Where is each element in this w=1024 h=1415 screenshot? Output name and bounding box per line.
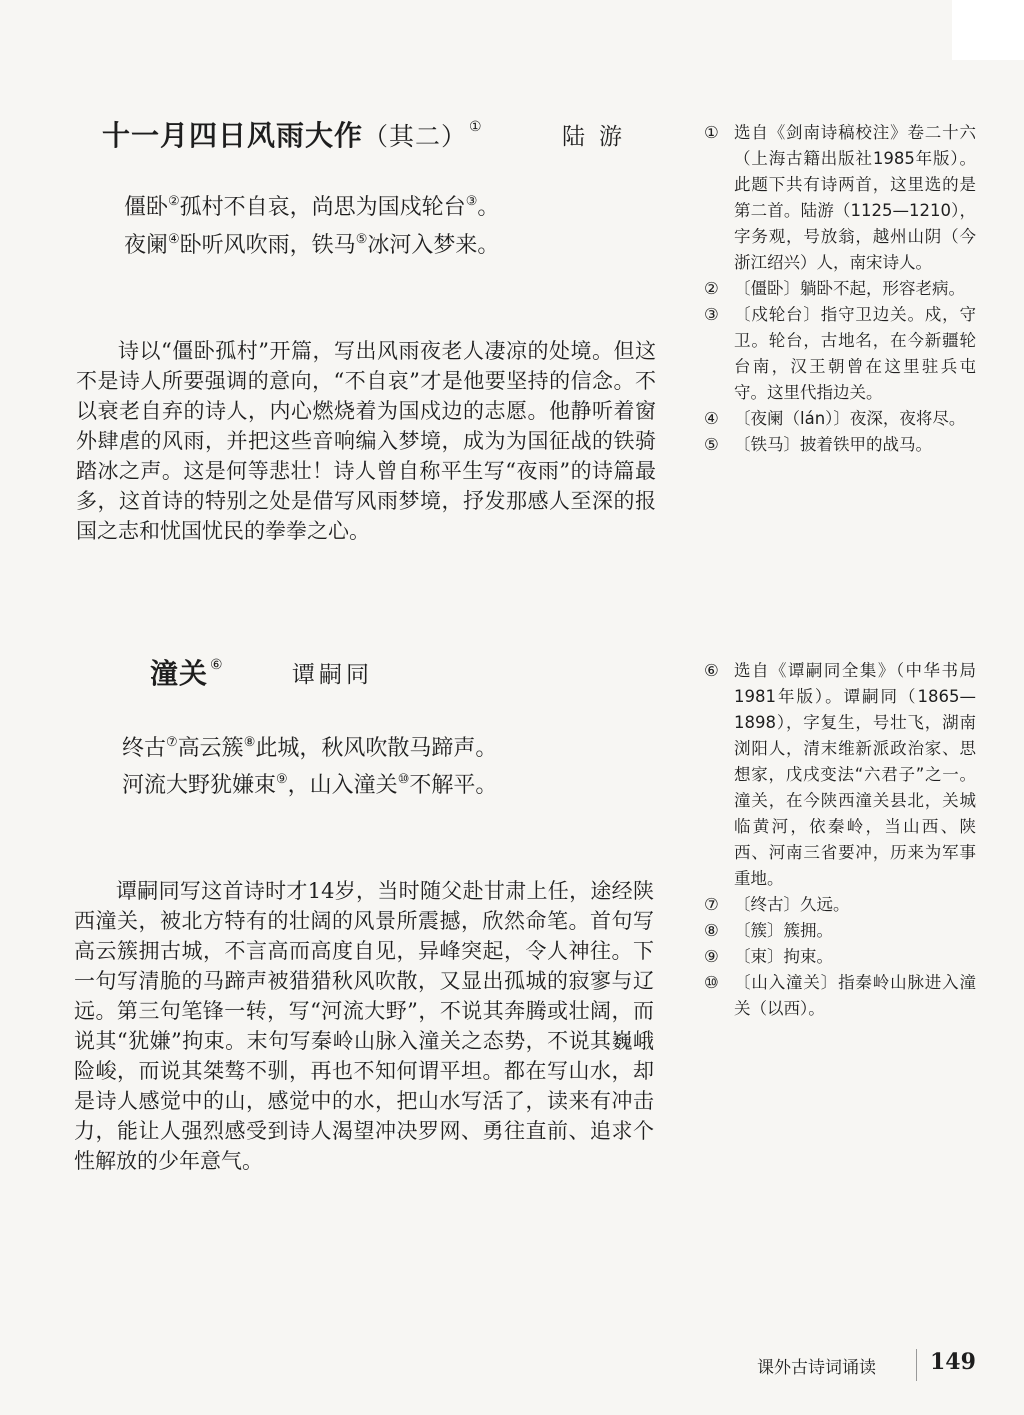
verse-text: ，山入潼关 [287,773,398,798]
note-item [704,970,976,1022]
note-item [704,302,976,406]
note-number: ① [704,123,719,142]
verse-text: 不解平。 [409,773,498,798]
page-number: 149 [930,1349,976,1375]
footer-divider [916,1349,917,1381]
note-marker: ⑧ [243,735,256,750]
poem2-author: 谭嗣同 [292,662,373,688]
note-marker: ④ [168,232,180,247]
note-text: 〔束〕拘束。 [734,947,833,966]
note-text: 〔终古〕久远。 [734,895,850,914]
poem1-title-note: ① [469,119,483,135]
note-item [704,918,976,944]
poem1-title-text: 十一月四日风雨大作 [102,119,364,152]
note-item [704,658,976,892]
poem1-title [102,114,483,154]
note-marker: ⑩ [397,772,410,787]
note-number: ⑤ [704,435,719,454]
note-text: 选自《谭嗣同全集》（中华书局1981年版）。谭嗣同（1865—1898），字复生，号壮飞，湖南浏阳人，清末维新派政治家、思想家，戊戌变法“六君子”之一。潼关，在今陕西潼关县北，关城临黄河，依秦岭，当山西、陕西、河南三省要冲，历来为军事重地。 [734,661,976,888]
note-number: ② [704,279,719,298]
note-marker: ③ [465,194,478,209]
poem1-subtitle: （其二） [363,122,468,151]
verse-text: 僵卧 [124,195,169,220]
poem1-commentary: 诗以“僵卧孤村”开篇，写出风雨夜老人凄凉的处境。但这不是诗人所要强调的意向，“不自哀”才是他要坚持的信念。不以衰老自弃的诗人，内心燃烧着为国戍边的志愿。他静听着窗外肆虐的风雨，并把这些音响编入梦境，成为为国征战的铁骑踏冰之声。这是何等悲壮！诗人曾自称平生写“夜雨”的诗篇最多，这首诗的特别之处是借写风雨梦境，抒发那感人至深的报国之志和忧国忧民的拳拳之心。 [76,339,656,543]
poem2-title-note: ⑥ [210,657,224,673]
note-item [704,892,976,918]
poem2-notes [704,658,976,1022]
note-text: 〔簇〕簇拥。 [734,921,833,940]
verse-text: 。 [477,195,500,220]
note-marker: ② [168,194,180,209]
poem2-commentary: 谭嗣同写这首诗时才14岁，当时随父赴甘肃上任，途经陕西潼关，被北方特有的壮阔的风景所震撼，欣然命笔。首句写高云簇拥古城，不言高而高度自见，异峰突起，令人神往。下一句写清脆的马蹄声被猎猎秋风吹散，又显出孤城的寂寥与辽远。第三句笔锋一转，写“河流大野”，不说其奔腾或壮阔，而说其“犹嫌”拘束。末句写秦岭山脉入潼关之态势，不说其巍峨险峻，而说其桀骜不驯，再也不知何谓平坦。都在写山水，却是诗人感觉中的山，感觉中的水，把山水写活了，读来有冲击力，能让人强烈感受到诗人渴望冲决罗网、勇往直前、追求个性解放的少年意气。 [74,879,654,1173]
note-text: 〔夜阑（lán）〕夜深，夜将尽。 [734,409,966,428]
poem2-verse-line-2 [122,764,497,802]
verse-text: 孤村不自哀，尚思为国戍轮台 [179,195,466,220]
note-number: ⑩ [704,973,719,992]
note-text: 〔铁马〕披着铁甲的战马。 [734,435,932,454]
poem2-title-text: 潼关 [150,657,209,690]
verse-text: 冰河入梦来。 [367,233,500,258]
note-number: ④ [704,409,719,428]
note-text: 〔山入潼关〕指秦岭山脉进入潼关（以西）。 [734,973,976,1018]
note-number: ⑦ [704,895,719,914]
note-item [704,944,976,970]
verse-text: 终古 [122,736,167,761]
note-text: 〔僵卧〕躺卧不起，形容老病。 [734,279,965,298]
poem1-notes [704,120,976,458]
verse-text: 高云簇 [177,736,244,761]
note-number: ③ [704,305,719,324]
note-number: ⑧ [704,921,719,940]
verse-text: 此城，秋风吹散马蹄声。 [255,736,498,761]
note-text: 〔戍轮台〕指守卫边关。戍，守卫。轮台，古地名，在今新疆轮台南，汉王朝曾在这里驻兵屯守。这里代指边关。 [734,305,976,402]
note-item [704,432,976,458]
note-number: ⑥ [704,661,719,680]
note-marker: ⑤ [355,232,368,247]
poem1-verse-line-1 [124,186,499,224]
note-marker: ⑨ [276,772,288,787]
poem2-verse-line-1 [122,727,497,765]
note-item [704,276,976,302]
note-text: 选自《剑南诗稿校注》卷二十六（上海古籍出版社1985年版）。此题下共有诗两首，这里选的是第二首。陆游（1125—1210），字务观，号放翁，越州山阴（今浙江绍兴）人，南宋诗人。 [734,123,976,272]
poem1-author: 陆游 [562,124,636,150]
note-number: ⑨ [704,947,719,966]
footer-section-label: 课外古诗词诵读 [757,1358,876,1378]
poem2-title [150,652,224,692]
verse-text: 河流大野犹嫌束 [122,773,277,798]
note-marker: ⑦ [166,735,178,750]
note-item [704,406,976,432]
note-item [704,120,976,276]
page-corner [952,0,1024,60]
verse-text: 夜阑 [124,233,169,258]
verse-text: 卧听风吹雨，铁马 [179,233,356,258]
poem1-verse-line-2 [124,224,499,262]
